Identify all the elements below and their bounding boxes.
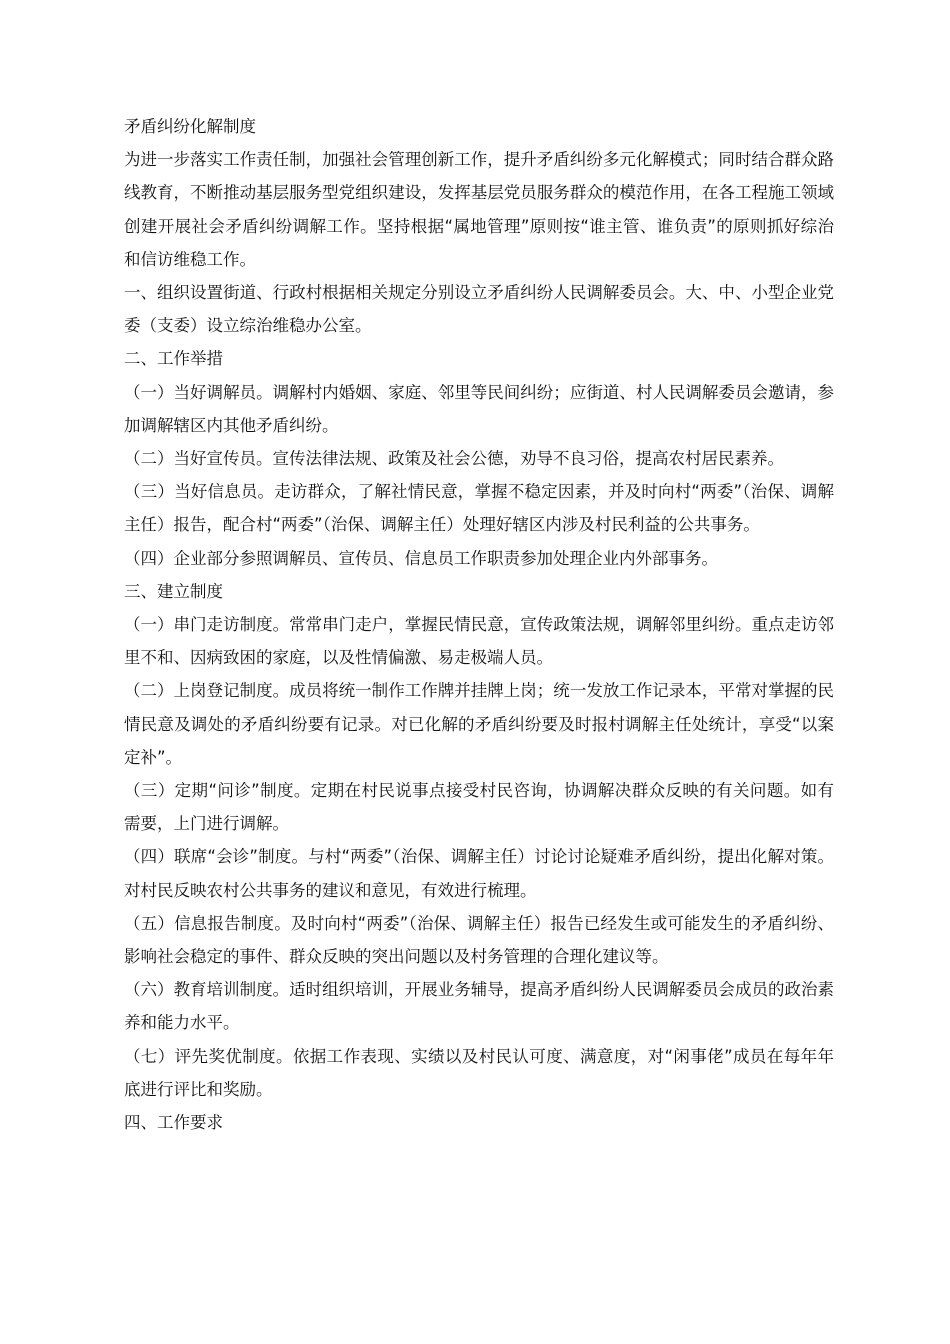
section-2-item-1: （一）当好调解员。调解村内婚姻、家庭、邻里等民间纠纷；应街道、村人民调解委员会邀请，参加调解辖区内其他矛盾纠纷。 bbox=[124, 382, 834, 435]
section-3-item-1: （一）串门走访制度。常常串门走户，掌握民情民意，宣传政策法规，调解邻里纠纷。重点走访邻里不和、因病致困的家庭，以及性情偏激、易走极端人员。 bbox=[124, 615, 834, 668]
section-3-item-5: （五）信息报告制度。及时向村“两委”（治保、调解主任）报告已经发生或可能发生的矛盾纠纷、影响社会稳定的事件、群众反映的突出问题以及村务管理的合理化建议等。 bbox=[124, 913, 834, 967]
section-3-heading: 三、建立制度 bbox=[124, 581, 223, 601]
section-2-item-3: （三）当好信息员。走访群众，了解社情民意，掌握不稳定因素，并及时向村“两委”（治保、调解主任）报告，配合村“两委”（治保、调解主任）处理好辖区内涉及村民利益的公共事务。 bbox=[124, 482, 834, 535]
document-title: 矛盾纠纷化解制度 bbox=[124, 117, 256, 136]
section-3-item-6: （六）教育培训制度。适时组织培训，开展业务辅导，提高矛盾纠纷人民调解委员会成员的政治素养和能力水平。 bbox=[124, 980, 834, 1033]
section-2-item-4: （四）企业部分参照调解员、宣传员、信息员工作职责参加处理企业内外部事务。 bbox=[124, 548, 718, 568]
section-3-item-3: （三）定期“问诊”制度。定期在村民说事点接受村民咨询，协调解决群众反映的有关问题。如有需要，上门进行调解。 bbox=[124, 781, 834, 834]
intro-paragraph: 为进一步落实工作责任制，加强社会管理创新工作，提升矛盾纠纷多元化解模式；同时结合群众路线教育，不断推动基层服务型党组织建设，发挥基层党员服务群众的模范作用，在各工程施工领域创建开展社会矛盾纠纷调解工作。坚持根据“属地管理”原则按“谁主管、谁负责”的原则抓好综治和信访维稳工作。 bbox=[124, 150, 834, 269]
section-3-item-4: （四）联席“会诊”制度。与村“两委”（治保、调解主任）讨论讨论疑难矛盾纠纷，提出化解对策。对村民反映农村公共事务的建议和意见，有效进行梳理。 bbox=[124, 847, 834, 900]
section-3-item-2: （二）上岗登记制度。成员将统一制作工作牌并挂牌上岗；统一发放工作记录本，平常对掌握的民情民意及调处的矛盾纠纷要有记录。对已化解的矛盾纠纷要及时报村调解主任处统计，享受“以案定补”。 bbox=[124, 681, 834, 767]
section-4-heading: 四、工作要求 bbox=[124, 1113, 223, 1133]
section-2-heading: 二、工作举措 bbox=[124, 349, 223, 369]
section-2-item-2: （二）当好宣传员。宣传法律法规、政策及社会公德，劝导不良习俗，提高农村居民素养。 bbox=[124, 449, 784, 469]
document-page bbox=[124, 110, 834, 1139]
section-3-item-7: （七）评先奖优制度。依据工作表现、实绩以及村民认可度、满意度，对“闲事佬”成员在每年年底进行评比和奖励。 bbox=[124, 1046, 834, 1099]
section-1-organization: 一、组织设置街道、行政村根据相关规定分别设立矛盾纠纷人民调解委员会。大、中、小型企业党委（支委）设立综治维稳办公室。 bbox=[124, 283, 834, 336]
